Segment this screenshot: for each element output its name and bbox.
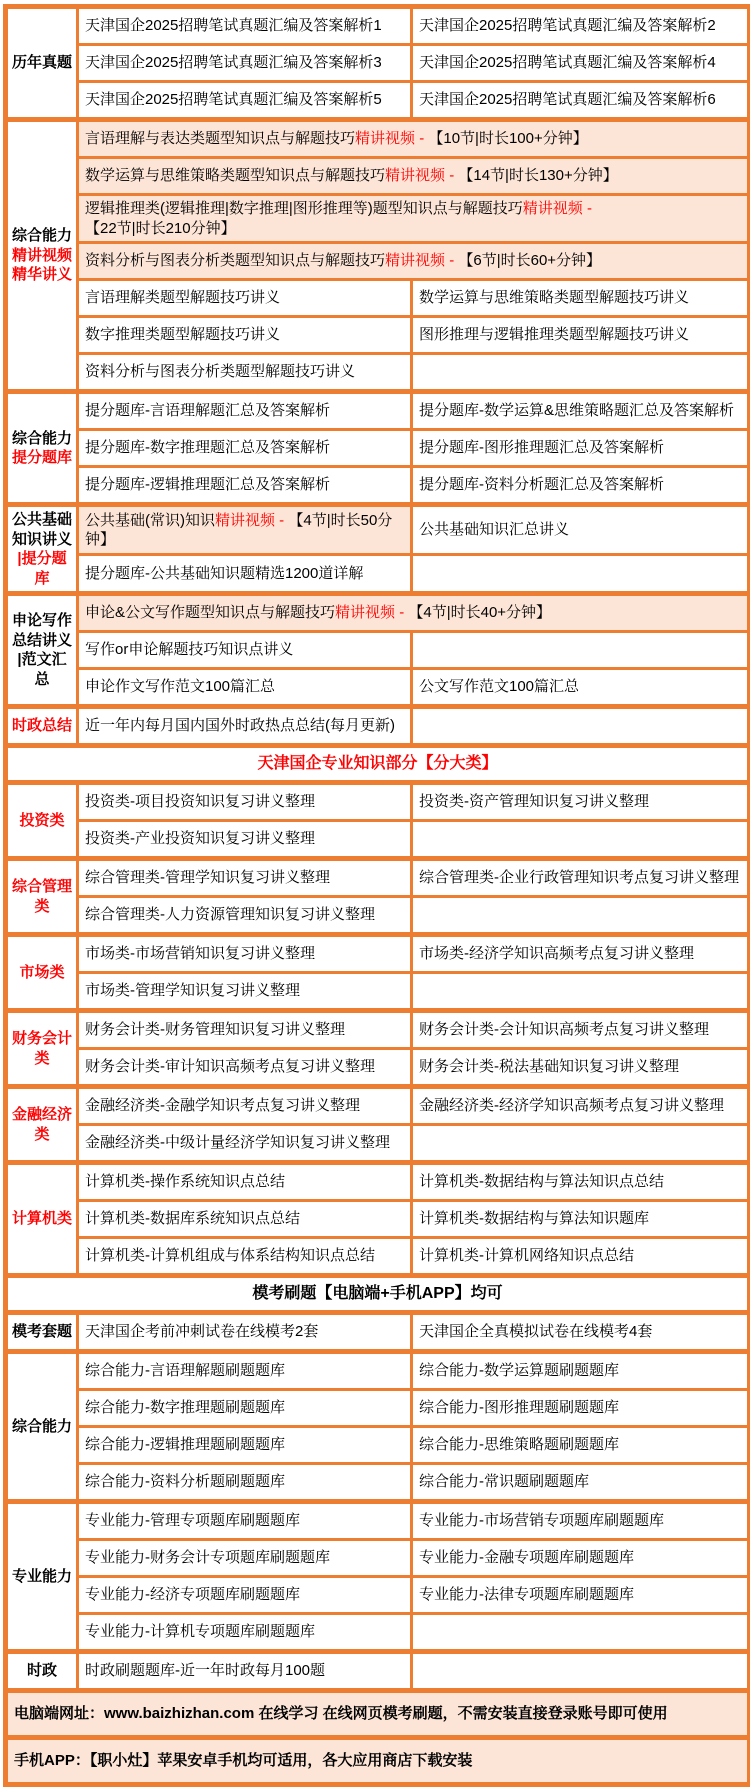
table-row (6, 1352, 750, 1390)
text-segment: 市场类-市场营销知识复习讲义整理 (85, 945, 315, 963)
text-segment: 【14节|时长130+分钟】 (458, 167, 618, 185)
text-segment: 精讲视频 (385, 252, 446, 270)
text-segment: 【4节|时长40+分钟】 (408, 604, 552, 622)
text-segment: 逻辑推理类(逻辑推理|数字推理|图形推理等)题型知识点与解题技巧 (85, 200, 523, 217)
content-cell (412, 1540, 750, 1577)
content-cell (78, 45, 412, 82)
content-cell (78, 280, 412, 317)
table-row (6, 632, 750, 669)
table-row (6, 935, 750, 973)
content-cell (78, 195, 750, 243)
label-comprehensive-video-handouts (6, 120, 78, 392)
content-cell (412, 1087, 750, 1125)
content-cell (412, 1125, 750, 1163)
text-segment: 天津国企考前冲刺试卷在线模考2套 (85, 1323, 319, 1341)
table-row (6, 392, 750, 430)
text-segment: 专业能力-管理专项题库刷题题库 (85, 1512, 300, 1530)
content-cell (412, 669, 750, 707)
content-cell (412, 467, 750, 505)
text-segment: - (582, 200, 597, 217)
text-segment: 类 (34, 1125, 50, 1143)
content-cell (412, 392, 750, 430)
content-cell (78, 1540, 412, 1577)
text-segment: 模考刷题【电脑端+手机APP】均可 (252, 1284, 503, 1302)
label-general-management (6, 859, 78, 935)
text-segment: 财务会计 (11, 1030, 72, 1047)
text-segment: 综合管理类-人力资源管理知识复习讲义整理 (85, 906, 375, 924)
content-cell (412, 1390, 750, 1427)
content-cell (78, 897, 412, 935)
text-segment: 专业能力-市场营销专项题库刷题题库 (419, 1512, 664, 1530)
text-segment: 类 (34, 1049, 50, 1067)
text-segment: 投资类-项目投资知识复习讲义整理 (85, 793, 315, 811)
table-row (6, 555, 750, 594)
table-row (6, 1238, 750, 1276)
table-row (6, 1577, 750, 1614)
content-cell (412, 555, 750, 594)
text-segment: 模考套题 (11, 1323, 72, 1341)
table-row (6, 467, 750, 505)
content-cell (412, 1352, 750, 1390)
text-segment: 计算机类-数据库系统知识点总结 (85, 1210, 300, 1228)
label-mock-exam-sets (6, 1313, 78, 1352)
content-cell (78, 354, 412, 392)
text-segment: 专业能力-财务会计专项题库刷题题库 (85, 1549, 330, 1567)
content-cell (412, 280, 750, 317)
content-cell (412, 45, 750, 82)
text-segment: 天津国企2025招聘笔试真题汇编及答案解析3 (85, 54, 382, 72)
text-segment: 天津国企2025招聘笔试真题汇编及答案解析2 (419, 17, 716, 35)
table-row (6, 7, 750, 45)
table-row (6, 1201, 750, 1238)
label-current-affairs (6, 1652, 78, 1691)
text-segment: 专业能力 (11, 1567, 72, 1585)
text-segment: 计算机类-数据结构与算法知识题库 (419, 1210, 649, 1228)
text-segment: 综合能力-资料分析题刷题题库 (85, 1473, 285, 1491)
content-cell (78, 707, 412, 746)
content-cell (78, 1614, 412, 1652)
content-cell (78, 1049, 412, 1087)
content-cell (78, 1087, 412, 1125)
table-row (6, 195, 750, 243)
text-segment: 金融经济类-中级计量经济学知识复习讲义整理 (85, 1134, 390, 1152)
content-cell (412, 1163, 750, 1201)
content-cell (412, 1201, 750, 1238)
table-row (6, 669, 750, 707)
table-row (6, 746, 750, 783)
text-segment: 近一年内每月国内国外时政热点总结(每月更新) (85, 717, 395, 735)
text-segment: 综合能力 (11, 1417, 72, 1435)
text-segment: 公文写作范文100篇汇总 (419, 678, 580, 696)
content-cell (412, 935, 750, 973)
content-cell (78, 120, 750, 158)
table-row (6, 1738, 750, 1785)
table-row (6, 158, 750, 195)
text-segment: 金融经济类-金融学知识考点复习讲义整理 (85, 1097, 360, 1115)
text-segment: |范文汇总 (17, 651, 67, 688)
table-row (6, 82, 750, 120)
text-segment: 综合能力 (11, 429, 72, 447)
content-cell (412, 707, 750, 746)
label-professional-ability (6, 1502, 78, 1652)
text-segment: - (445, 252, 459, 270)
content-cell (78, 1238, 412, 1276)
text-segment: |提分题库 (17, 550, 67, 587)
content-cell (78, 243, 750, 280)
table-row (6, 354, 750, 392)
text-segment: 精讲视频 (522, 200, 583, 217)
text-segment: 综合能力-数学运算题刷题题库 (419, 1362, 619, 1380)
content-cell (78, 1011, 412, 1049)
section-header-professional-knowledge (6, 746, 750, 783)
text-segment: 申论&公文写作题型知识点与解题技巧 (85, 604, 336, 622)
content-cell (78, 7, 412, 45)
text-segment: 天津国企2025招聘笔试真题汇编及答案解析1 (85, 17, 382, 35)
content-cell (412, 783, 750, 821)
text-segment: 天津国企2025招聘笔试真题汇编及答案解析4 (419, 54, 716, 72)
course-content-table (3, 4, 750, 1787)
text-segment: 投资类 (19, 811, 65, 829)
text-segment: 资料分析与图表分析类题型解题技巧讲义 (85, 363, 356, 381)
text-segment: 财务会计类-审计知识高频考点复习讲义整理 (85, 1058, 375, 1076)
text-segment: 资料分析与图表分析类题型知识点与解题技巧 (85, 252, 386, 270)
text-segment: - (395, 604, 409, 622)
text-segment: 精讲视频 (215, 511, 276, 529)
text-segment: 精讲视频 (385, 167, 446, 185)
text-segment: 市场类 (19, 963, 65, 981)
text-segment: - (275, 511, 289, 529)
table-row (6, 821, 750, 859)
content-cell (412, 7, 750, 45)
content-cell (78, 1201, 412, 1238)
text-segment: 电脑端网址：www.baizhizhan.com 在线学习 在线网页模考刷题，不需安装直接登录账号即可使用 (14, 1705, 668, 1723)
text-segment: 综合能力-思维策略题刷题题库 (419, 1436, 619, 1454)
label-marketing (6, 935, 78, 1011)
content-cell (412, 82, 750, 120)
text-segment: 提分题库-逻辑推理题汇总及答案解析 (85, 476, 330, 494)
label-past-papers (6, 7, 78, 120)
content-cell (78, 859, 412, 897)
content-cell (78, 1313, 412, 1352)
text-segment: 市场类-管理学知识复习讲义整理 (85, 982, 300, 1000)
table-row (6, 430, 750, 467)
text-segment: 提分题库-数学运算&思维策略题汇总及答案解析 (419, 402, 735, 420)
label-finance-accounting (6, 1011, 78, 1087)
text-segment: 图形推理与逻辑推理类题型解题技巧讲义 (419, 326, 690, 344)
content-cell (78, 1352, 412, 1390)
content-cell (412, 1502, 750, 1540)
content-cell (412, 505, 750, 555)
table-row (6, 1691, 750, 1738)
table-row (6, 1049, 750, 1087)
text-segment: 知识讲义 (11, 530, 72, 548)
table-row (6, 1125, 750, 1163)
content-cell (412, 1049, 750, 1087)
text-segment: 综合管理 (11, 878, 72, 895)
footer-web-address (6, 1691, 750, 1738)
table-row (6, 897, 750, 935)
label-financial-economics (6, 1087, 78, 1163)
text-segment: 申论写作 (11, 612, 72, 629)
text-segment: 计算机类-计算机网络知识点总结 (419, 1247, 634, 1265)
content-cell (412, 821, 750, 859)
label-essay-writing (6, 594, 78, 707)
text-segment: 综合能力-逻辑推理题刷题题库 (85, 1436, 285, 1454)
table-row (6, 594, 750, 632)
content-cell (78, 1464, 412, 1502)
table-row (6, 1614, 750, 1652)
content-cell (412, 1238, 750, 1276)
table-row (6, 1427, 750, 1464)
text-segment: 历年真题 (11, 54, 72, 72)
text-segment: 专业能力-金融专项题库刷题题库 (419, 1549, 634, 1567)
content-cell (412, 973, 750, 1011)
text-segment: 公共基础(常识)知识 (85, 511, 215, 529)
content-cell (78, 821, 412, 859)
text-segment: 天津国企专业知识部分【分大类】 (257, 754, 498, 772)
content-cell (412, 1464, 750, 1502)
text-segment: 时政刷题题库-近一年时政每月100题 (85, 1662, 326, 1680)
text-segment: 写作or申论解题技巧知识点讲义 (85, 641, 294, 659)
text-segment: 申论作文写作范文100篇汇总 (85, 678, 276, 696)
text-segment: 提分题库-言语理解题汇总及答案解析 (85, 402, 330, 420)
table-row (6, 505, 750, 555)
table-row (6, 317, 750, 354)
text-segment: 综合能力-图形推理题刷题题库 (419, 1399, 619, 1417)
content-cell (78, 555, 412, 594)
content-cell (78, 783, 412, 821)
content-cell (78, 82, 412, 120)
text-segment: 综合管理类-管理学知识复习讲义整理 (85, 869, 330, 887)
content-cell (78, 669, 412, 707)
text-segment: 专业能力-经济专项题库刷题题库 (85, 1586, 300, 1604)
text-segment: 提分题库-资料分析题汇总及答案解析 (419, 476, 664, 494)
content-cell (412, 1427, 750, 1464)
text-segment: 计算机类 (11, 1210, 72, 1228)
table-row (6, 707, 750, 746)
text-segment: 【4节|时长50分钟】 (85, 511, 393, 549)
content-cell (78, 973, 412, 1011)
text-segment: 投资类-产业投资知识复习讲义整理 (85, 830, 315, 848)
table-row (6, 45, 750, 82)
text-segment: 市场类-经济学知识高频考点复习讲义整理 (419, 945, 694, 963)
text-segment: 提分题库-公共基础知识题精选1200道详解 (85, 564, 364, 582)
text-segment: 精讲视频 (355, 130, 416, 148)
content-cell (412, 354, 750, 392)
text-segment: 计算机类-操作系统知识点总结 (85, 1173, 285, 1191)
table-row (6, 1011, 750, 1049)
text-segment: 金融经济类-经济学知识高频考点复习讲义整理 (419, 1097, 724, 1115)
table-row (6, 1464, 750, 1502)
table-row (6, 973, 750, 1011)
text-segment: 财务会计类-税法基础知识复习讲义整理 (419, 1058, 679, 1076)
text-segment: 提分题库-图形推理题汇总及答案解析 (419, 439, 664, 457)
content-cell (412, 317, 750, 354)
table-row (6, 120, 750, 158)
text-segment: 天津国企2025招聘笔试真题汇编及答案解析5 (85, 91, 382, 109)
content-cell (78, 1163, 412, 1201)
content-cell (412, 430, 750, 467)
content-cell (78, 632, 412, 669)
label-comprehensive-question-bank (6, 392, 78, 505)
table-row (6, 280, 750, 317)
table-row (6, 1276, 750, 1313)
text-segment: 综合能力 (11, 227, 72, 245)
table-row (6, 783, 750, 821)
label-current-affairs-summary (6, 707, 78, 746)
content-cell (78, 1125, 412, 1163)
text-segment: 计算机类-计算机组成与体系结构知识点总结 (85, 1247, 375, 1265)
text-segment: - (415, 130, 429, 148)
content-cell (412, 632, 750, 669)
footer-mobile-app (6, 1738, 750, 1785)
text-segment: 公共基础知识汇总讲义 (419, 521, 570, 539)
text-segment: 天津国企2025招聘笔试真题汇编及答案解析6 (419, 91, 716, 109)
table-row (6, 1652, 750, 1691)
text-segment: 精讲视频 (11, 246, 72, 264)
content-cell (78, 1652, 412, 1691)
table-row (6, 1540, 750, 1577)
text-segment: 综合能力-数字推理题刷题题库 (85, 1399, 285, 1417)
content-cell (412, 1652, 750, 1691)
label-computer (6, 1163, 78, 1276)
text-segment: 计算机类-数据结构与算法知识点总结 (419, 1173, 664, 1191)
table-row (6, 1087, 750, 1125)
content-cell (78, 1502, 412, 1540)
content-cell (412, 859, 750, 897)
content-cell (78, 158, 750, 195)
content-cell (78, 594, 750, 632)
content-cell (78, 1577, 412, 1614)
label-comprehensive-ability (6, 1352, 78, 1502)
text-segment: 金融经济 (11, 1106, 72, 1123)
text-segment: 精讲视频 (335, 604, 396, 622)
text-segment: 提分题库 (11, 449, 72, 466)
content-cell (412, 1011, 750, 1049)
text-segment: - (445, 167, 459, 185)
content-cell (78, 317, 412, 354)
text-segment: 数学运算与思维策略类题型解题技巧讲义 (419, 289, 690, 307)
content-cell (78, 505, 412, 555)
text-segment: 【6节|时长60+分钟】 (458, 252, 602, 270)
text-segment: 【10节|时长100+分钟】 (428, 130, 588, 148)
text-segment: 时政总结 (11, 717, 72, 735)
text-segment: 财务会计类-财务管理知识复习讲义整理 (85, 1021, 345, 1039)
table-row (6, 1502, 750, 1540)
text-segment: 综合能力-常识题刷题题库 (419, 1473, 589, 1491)
text-segment: 数学运算与思维策略类题型知识点与解题技巧 (85, 167, 386, 185)
text-segment: 投资类-资产管理知识复习讲义整理 (419, 793, 649, 811)
text-segment: 专业能力-计算机专项题库刷题题库 (85, 1623, 315, 1641)
content-cell (78, 935, 412, 973)
text-segment: 财务会计类-会计知识高频考点复习讲义整理 (419, 1021, 709, 1039)
label-public-basics (6, 505, 78, 594)
text-segment: 总结讲义 (11, 631, 72, 649)
content-cell (78, 467, 412, 505)
table-row (6, 1313, 750, 1352)
content-cell (78, 1427, 412, 1464)
text-segment: 精华讲义 (11, 266, 72, 284)
text-segment: 【22节|时长210分钟】 (85, 219, 236, 237)
text-segment: 言语理解类题型解题技巧讲义 (85, 289, 281, 307)
text-segment: 综合能力-言语理解题刷题题库 (85, 1362, 285, 1380)
content-cell (78, 392, 412, 430)
content-cell (412, 897, 750, 935)
content-cell (78, 430, 412, 467)
text-segment: 天津国企全真模拟试卷在线模考4套 (419, 1323, 653, 1341)
table-row (6, 1390, 750, 1427)
content-cell (412, 1577, 750, 1614)
content-table-body (6, 7, 750, 1785)
table-row (6, 1163, 750, 1201)
text-segment: 公共基础 (11, 511, 72, 528)
text-segment: 言语理解与表达类题型知识点与解题技巧 (85, 130, 356, 148)
text-segment: 时政 (26, 1662, 57, 1680)
content-cell (412, 1614, 750, 1652)
content-cell (412, 1313, 750, 1352)
text-segment: 手机APP：【职小灶】苹果安卓手机均可适用，各大应用商店下载安装 (14, 1752, 473, 1770)
text-segment: 综合管理类-企业行政管理知识考点复习讲义整理 (419, 869, 739, 887)
text-segment: 数字推理类题型解题技巧讲义 (85, 326, 281, 344)
label-investment (6, 783, 78, 859)
section-header-mock-practice (6, 1276, 750, 1313)
table-row (6, 859, 750, 897)
content-cell (78, 1390, 412, 1427)
table-row (6, 243, 750, 280)
text-segment: 类 (34, 897, 50, 915)
text-segment: 专业能力-法律专项题库刷题题库 (419, 1586, 634, 1604)
text-segment: 提分题库-数字推理题汇总及答案解析 (85, 439, 330, 457)
